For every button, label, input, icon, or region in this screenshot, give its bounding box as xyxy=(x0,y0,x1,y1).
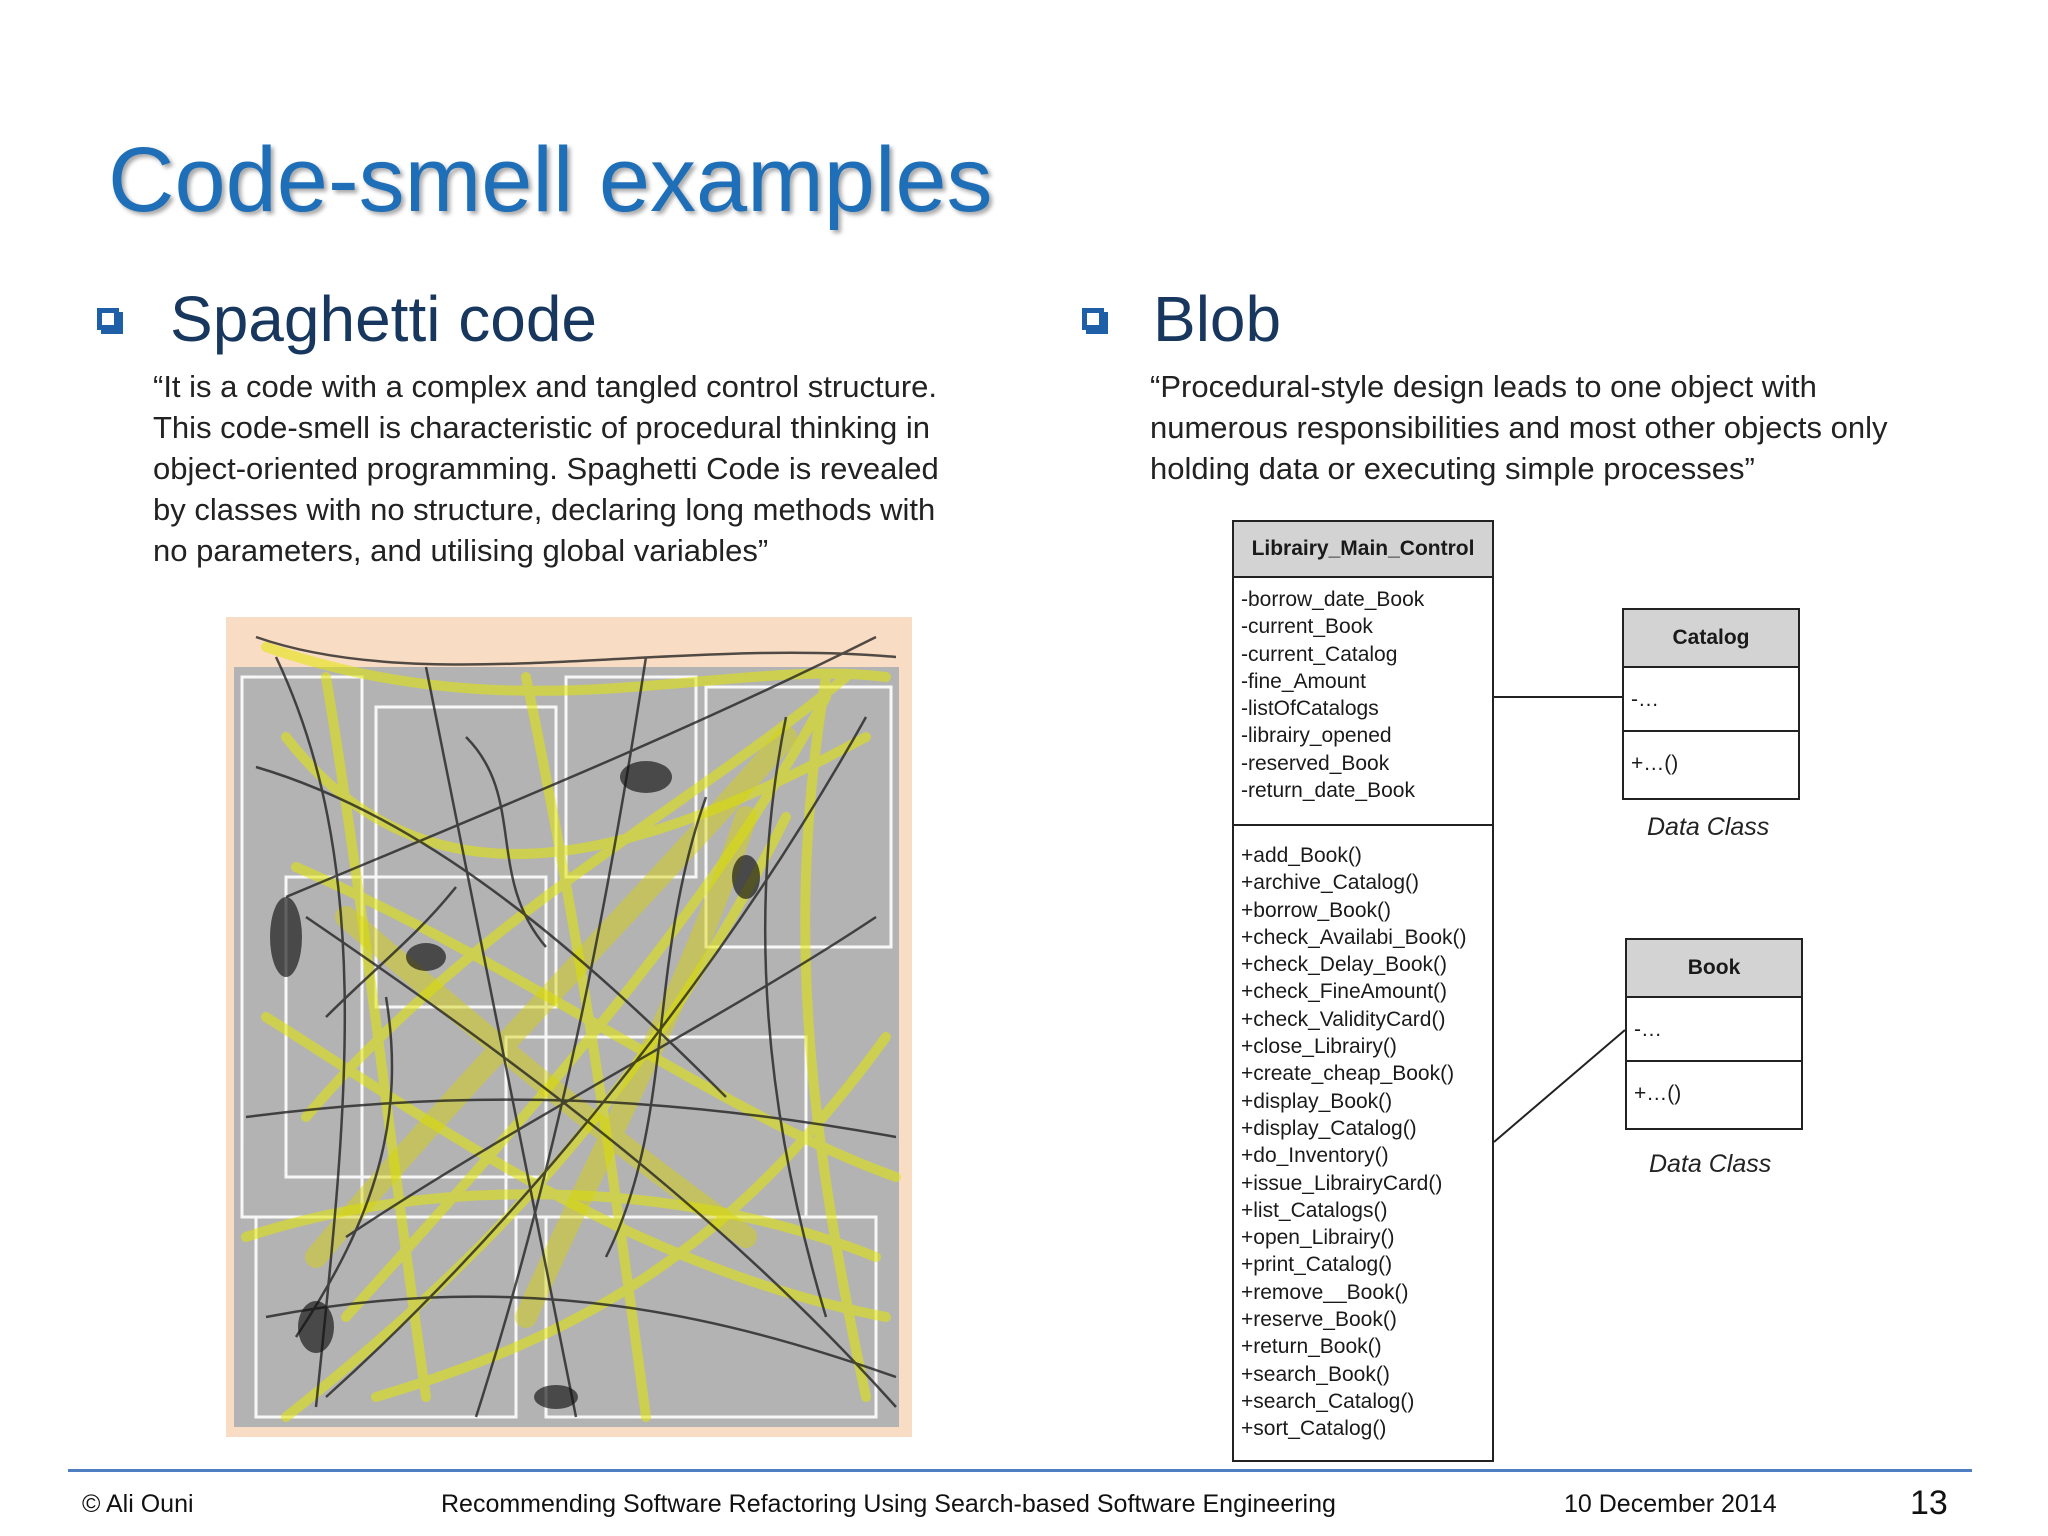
footer-rule xyxy=(68,1469,1972,1472)
uml-method: +check_Delay_Book() xyxy=(1241,953,1448,977)
uml-method: +sort_Catalog() xyxy=(1241,1417,1387,1441)
quote-line: This code-smell is characteristic of procedural thinking in xyxy=(153,410,931,445)
uml-method: +search_Catalog() xyxy=(1241,1389,1415,1413)
uml-methods-section xyxy=(1234,826,1492,1443)
uml-attribute: -return_date_Book xyxy=(1241,779,1415,803)
blob-heading: Blob xyxy=(1153,283,1282,355)
uml-method: +…() xyxy=(1631,752,1679,775)
uml-attributes-section xyxy=(1624,668,1798,732)
uml-method: +create_cheap_Book() xyxy=(1241,1062,1455,1086)
uml-method: +borrow_Book() xyxy=(1241,898,1391,922)
uml-method: +close_Librairy() xyxy=(1241,1035,1397,1059)
spaghetti-heading: Spaghetti code xyxy=(170,283,597,355)
uml-method: +reserve_Book() xyxy=(1241,1308,1397,1332)
uml-method: +issue_LibrairyCard() xyxy=(1241,1171,1443,1195)
uml-class-diagram xyxy=(1230,518,2048,1478)
uml-method: +check_Availabi_Book() xyxy=(1241,925,1467,949)
uml-method: +…() xyxy=(1634,1082,1682,1105)
uml-method: +display_Book() xyxy=(1241,1089,1393,1113)
footer-talk-title: Recommending Software Refactoring Using Search-based Software Engineering xyxy=(441,1490,1336,1518)
uml-attribute: -listOfCatalogs xyxy=(1241,697,1379,721)
slide-title: Code-smell examples xyxy=(108,129,993,231)
uml-method: +return_Book() xyxy=(1241,1335,1382,1359)
footer-date: 10 December 2014 xyxy=(1564,1490,1777,1518)
uml-method: +do_Inventory() xyxy=(1241,1144,1389,1168)
uml-method: +check_FineAmount() xyxy=(1241,980,1448,1004)
quote-line: “Procedural-style design leads to one object with xyxy=(1150,369,1817,404)
quote-line: “It is a code with a complex and tangled control structure. xyxy=(153,369,938,404)
quote-line: by classes with no structure, declaring long methods with xyxy=(153,492,936,527)
uml-attributes-section xyxy=(1627,998,1801,1062)
uml-method: +print_Catalog() xyxy=(1241,1253,1393,1277)
uml-method: +search_Book() xyxy=(1241,1362,1390,1386)
book-caption: Data Class xyxy=(1649,1150,1772,1178)
uml-method: +add_Book() xyxy=(1241,844,1362,867)
spaghetti-code-visualization xyxy=(226,617,912,1437)
uml-class-book xyxy=(1625,938,1803,1130)
uml-method: +remove__Book() xyxy=(1241,1280,1409,1304)
uml-class-name: Catalog xyxy=(1624,610,1798,668)
uml-attribute: -… xyxy=(1634,1018,1662,1041)
page-number: 13 xyxy=(1910,1484,1948,1522)
footer-author: © Ali Ouni xyxy=(82,1490,194,1518)
spaghetti-quote xyxy=(153,366,939,571)
uml-class-librairy-main-control xyxy=(1232,520,1494,1462)
uml-attribute: -reserved_Book xyxy=(1241,751,1390,775)
quote-line: numerous responsibilities and most other objects only xyxy=(1150,410,1888,445)
quote-line: holding data or executing simple processes” xyxy=(1150,451,1755,486)
uml-class-name: Librairy_Main_Control xyxy=(1234,522,1492,578)
uml-method: +list_Catalogs() xyxy=(1241,1198,1388,1222)
uml-attribute: -current_Catalog xyxy=(1241,642,1398,666)
uml-methods-section xyxy=(1624,732,1798,796)
uml-class-name: Book xyxy=(1627,940,1801,998)
uml-attribute: -… xyxy=(1631,688,1659,711)
quote-line: object-oriented programming. Spaghetti Code is revealed xyxy=(153,451,939,486)
uml-method: +archive_Catalog() xyxy=(1241,871,1420,895)
bullet-square-icon xyxy=(1082,308,1104,330)
uml-method: +open_Librairy() xyxy=(1241,1226,1395,1250)
bullet-square-icon xyxy=(97,308,119,330)
uml-method: +check_ValidityCard() xyxy=(1241,1007,1446,1031)
uml-class-catalog xyxy=(1622,608,1800,800)
uml-attributes-section xyxy=(1234,578,1492,826)
uml-attribute: -fine_Amount xyxy=(1241,669,1366,693)
catalog-caption: Data Class xyxy=(1647,813,1770,841)
uml-attribute: -current_Book xyxy=(1241,615,1373,639)
uml-attribute: -borrow_date_Book xyxy=(1241,588,1425,611)
quote-line: no parameters, and utilising global variables” xyxy=(153,533,769,568)
uml-attribute: -librairy_opened xyxy=(1241,724,1392,748)
uml-method: +display_Catalog() xyxy=(1241,1116,1417,1140)
uml-methods-section xyxy=(1627,1062,1801,1126)
blob-quote xyxy=(1150,366,1888,489)
